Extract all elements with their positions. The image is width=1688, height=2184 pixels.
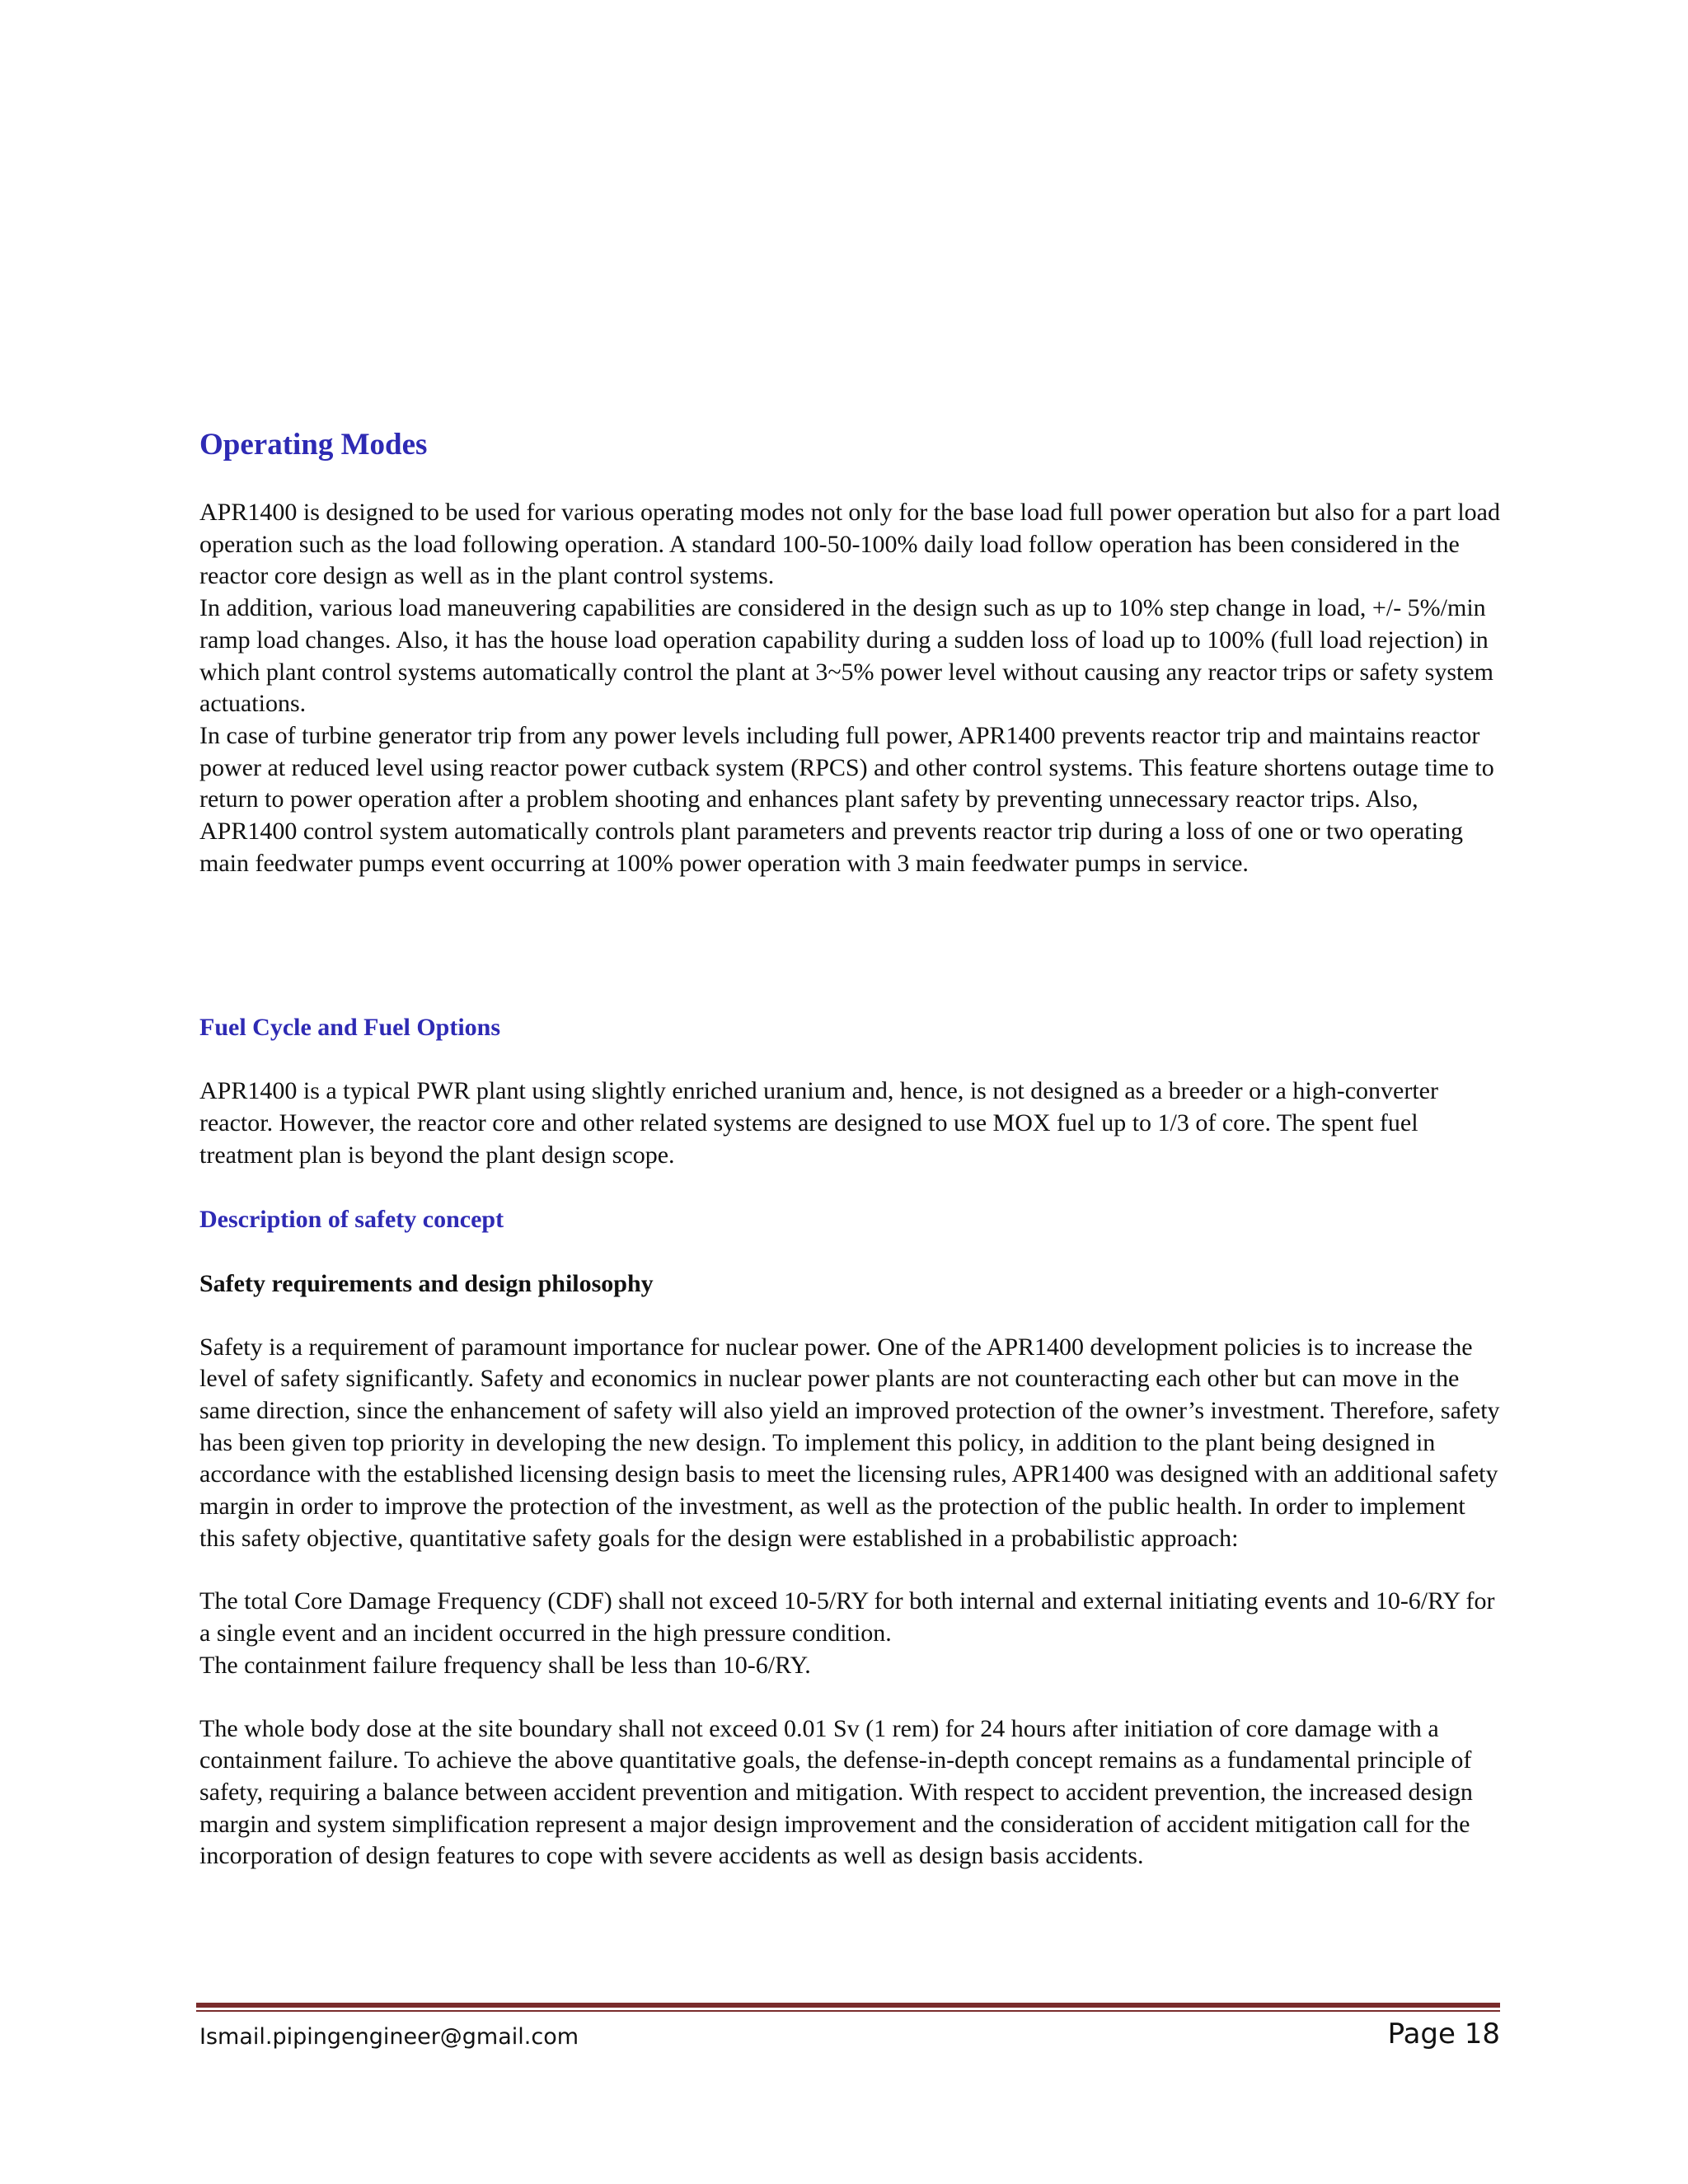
subheading-safety-requirements: Safety requirements and design philosophy [199, 1269, 654, 1297]
paragraph-safety-2: The whole body dose at the site boundary shall not exceed 0.01 Sv (1 rem) for 24 hours after initiation of core damage with a containment failure. To achieve the above quantitative goals, the defense-in-depth concept remains as a fundamental principle of safety, requiring a balance between accident prevention and mitigation. With respect to accident prevention, the increased design margin and system simplification represent a major design improvement and the consideration of accident mitigation call for the incorporation of design features to cope with severe accidents as well as design basis accidents. [199, 1714, 1473, 1870]
paragraph-fuel-cycle: APR1400 is a typical PWR plant using slightly enriched uranium and, hence, is not designed as a breeder or a high-converter reactor. However, the reactor core and other related systems are designed to use MOX fuel up to 1/3 of core. The spent fuel treatment plan is beyond the plant design scope. [199, 1077, 1438, 1169]
footer-email: Ismail.pipingengineer@gmail.com [199, 2024, 579, 2050]
paragraph-safety-goal-1: The total Core Damage Frequency (CDF) shall not exceed 10-5/RY for both internal and external initiating events and 10-6/RY for a single event and an incident occurred in the high pressure condition. [199, 1587, 1495, 1647]
heading-operating-modes: Operating Modes [199, 428, 428, 462]
paragraph-operating-modes-3: In case of turbine generator trip from any power levels including full power, APR1400 prevents reactor trip and maintains reactor power at reduced level using reactor power cutback system (RPCS) and other control systems. This feature shortens outage time to return to power operation after a problem shooting and enhances plant safety by preventing unnecessary reactor trips. Also, APR1400 control system automatically controls plant parameters and prevents reactor trip during a loss of one or two operating main feedwater pumps event occurring at 100% power operation with 3 main feedwater pumps in service. [199, 721, 1494, 877]
heading-safety-concept: Description of safety concept [199, 1205, 504, 1233]
footer-rule-thick [196, 2003, 1500, 2008]
paragraph-safety-goal-2: The containment failure frequency shall be less than 10-6/RY. [199, 1651, 811, 1679]
footer-rule-thin [196, 2010, 1500, 2012]
paragraph-operating-modes-1: APR1400 is designed to be used for various operating modes not only for the base load full power operation but also for a part load operation such as the load following operation. A standard 100-50-100% daily load follow operation has been considered in the reactor core design as well as in the plant control systems. [199, 499, 1500, 590]
paragraph-operating-modes-2: In addition, various load maneuvering capabilities are considered in the design such as up to 10% step change in load, +/- 5%/min ramp load changes. Also, it has the house load operation capability during a sudden loss of load up to 100% (full load rejection) in which plant control systems automatically control the plant at 3~5% power level without causing any reactor trips or safety system actuations. [199, 594, 1493, 718]
document-body [199, 424, 1500, 1872]
paragraph-safety-1: Safety is a requirement of paramount importance for nuclear power. One of the APR1400 development policies is to increase the level of safety significantly. Safety and economics in nuclear power plants are not counteracting each other but can move in the same direction, since the enhancement of safety will also yield an improved protection of the owner’s investment. Therefore, safety has been given top priority in developing the new design. To implement this policy, in addition to the plant being designed in accordance with the established licensing design basis to meet the licensing rules, APR1400 was designed with an additional safety margin in order to improve the protection of the investment, as well as the protection of the public health. In order to implement this safety objective, quantitative safety goals for the design were established in a probabilistic approach: [199, 1333, 1500, 1552]
footer-page-number: Page 18 [1387, 2018, 1500, 2050]
heading-fuel-cycle: Fuel Cycle and Fuel Options [199, 1014, 501, 1042]
